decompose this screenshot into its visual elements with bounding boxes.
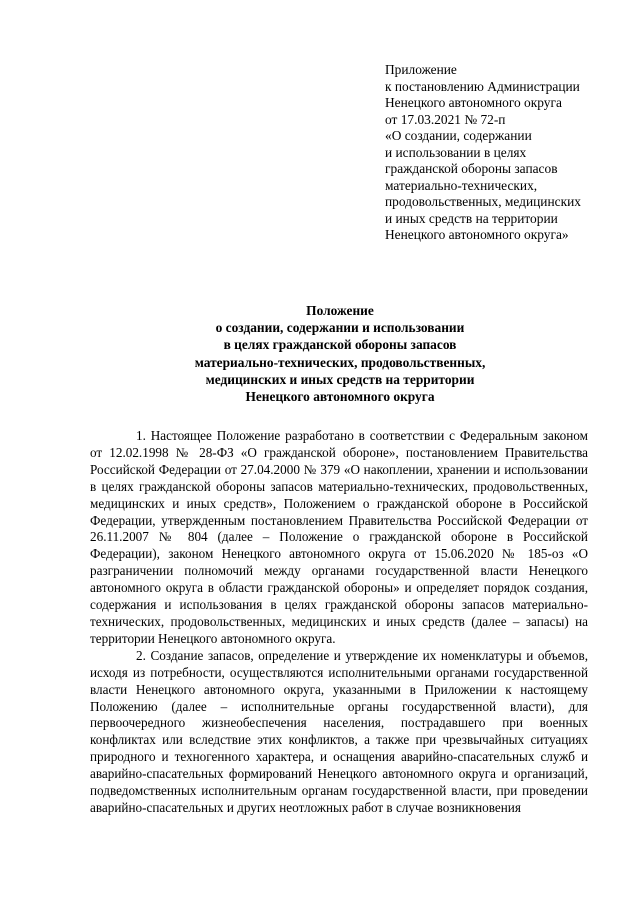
document-title <box>90 302 590 405</box>
title-line: Положение <box>306 303 374 318</box>
appendix-line: и использовании в целях <box>385 144 527 160</box>
appendix-line: и иных средств на территории <box>385 210 558 226</box>
appendix-line: продовольственных, медицинских <box>385 194 581 209</box>
appendix-line: к постановлению Администрации <box>385 78 580 94</box>
appendix-block <box>385 62 635 244</box>
title-line: Ненецкого автономного округа <box>245 389 435 405</box>
appendix-line: Приложение <box>385 62 457 77</box>
paragraph-2: 2. Создание запасов, определение и утверждение их номенклатуры и объемов, исходя из потребности, осуществляются исполнительными органами государственной власти Ненецкого автономного округа, указанными в Приложении к настоящему Положению (далее – исполнительные органы государственной власти), для первоочередного жизнеобеспечения населения, пострадавшего при военных конфликтах или вследствие этих конфликтов, а также при чрезвычайных ситуациях природного и техногенного характера, и оснащения аварийно-спасательных служб и аварийно-спасательных формирований Ненецкого автономного округа и организаций, подведомственных исполнительным органам государственной власти, при проведении аварийно-спасательных и других неотложных работ в случае возникновения <box>90 647 588 815</box>
appendix-line: Ненецкого автономного округа» <box>385 227 569 242</box>
title-line: в целях гражданской обороны запасов <box>223 337 457 353</box>
paragraph-1: 1. Настоящее Положение разработано в соответствии с Федеральным законом от 12.02.1998 № 28-ФЗ «О гражданской обороне», постановлением Правительства Российской Федерации от 27.04.2000 № 379 «О накоплении, хранении и использовании в целях гражданской обороны запасов материально-технических, продовольственных, медицинских и иных средств», Положением о гражданской обороне в Российской Федерации, утвержденным постановлением Правительства Российской Федерации от 26.11.2007 № 804 (далее – Положение о гражданской обороне в Российской Федерации), законом Ненецкого автономного округа от 15.06.2020 № 185-оз «О разграничении полномочий между органами государственной власти Ненецкого автономного округа в области гражданской обороны» и определяет порядок создания, содержания и использования в целях гражданской обороны запасов материально-технических, продовольственных, медицинских и иных средств (далее – запасы) на территории Ненецкого автономного округа. <box>90 428 588 646</box>
title-line: медицинских и иных средств на территории <box>205 371 475 387</box>
title-line: о создании, содержании и использовании <box>215 320 465 336</box>
appendix-line: от 17.03.2021 № 72-п <box>385 111 506 127</box>
appendix-line: «О создании, содержании <box>385 128 532 143</box>
appendix-line: материально-технических, <box>385 177 538 193</box>
appendix-line: Ненецкого автономного округа <box>385 95 562 110</box>
document-body <box>90 428 588 817</box>
appendix-line: гражданской обороны запасов <box>385 161 558 176</box>
title-line: материально-технических, продовольственных, <box>194 354 486 370</box>
